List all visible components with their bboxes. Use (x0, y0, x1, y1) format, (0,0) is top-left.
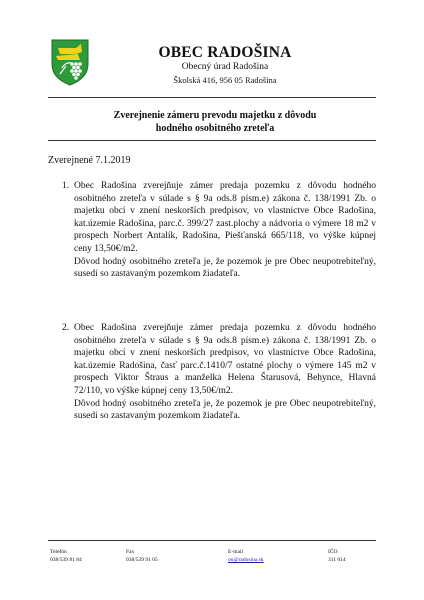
document-subject (60, 109, 370, 135)
item-text: Obec Radošina zverejňuje zámer predaja pozemku z dôvodu hodného osobitného zreteľa v súlade s § 9a ods.8 písm.e) zákona č. 138/1991 Zb. o majetku obcí v znení neskorších predpisov, vo vlastníctve Obce Radošina, kat.územie Radošina, parc.č. 399/27 zast.plochy a nádvoria o výmere 18 m2 v prospech Norbert Antalík, Radošina, Piešťanská 665/118, vo výške kúpnej ceny 13,50€/m2. (74, 181, 376, 254)
footer-email (228, 548, 263, 564)
footer-ico-label: IČO (328, 549, 338, 555)
item-number: 1. (62, 181, 70, 191)
footer-ico-value: 311 014 (328, 557, 346, 563)
item-text: Obec Radošina zverejňuje zámer predaja pozemku z dôvodu hodného osobitného zreteľa v súlade s § 9a ods.8 písm.e) zákona č. 138/1991 Zb. o majetku obcí v znení neskorších predpisov, vo vlastníctve Obce Radošina, kat.územie Radošina, časť parc.č.1410/7 ostatné plochy o výmere 145 m2 v prospech Viktor Štraus a manželka Helena Štarusová, Behynce, Hlavná 72/110, vo výške kúpnej ceny 13,50€/m2. (74, 323, 376, 396)
footer-fax (126, 548, 158, 564)
footer-email-label: E-mail (228, 549, 243, 555)
footer-divider (48, 540, 376, 541)
footer-phone-label: Telefón (50, 549, 67, 555)
subject-line-2: hodného osobitného zreteľa (155, 123, 275, 134)
published-date: Zverejnené 7.1.2019 (48, 155, 131, 166)
subject-divider (48, 140, 376, 141)
footer-phone (50, 548, 82, 564)
org-name: OBEC RADOŠINA (158, 44, 292, 61)
header-divider (48, 97, 376, 98)
subject-line-1: Zverejnenie zámeru prevodu majetku z dôvodu (113, 110, 317, 121)
municipal-crest-icon (50, 38, 90, 86)
footer-phone-value: 038/539 81 84 (50, 557, 82, 563)
item-reason: Dôvod hodný osobitného zreteľa je, že pozemok je pre Obec neupotrebiteľný, susedí so zastavaným pozemkom žiadateľa. (74, 398, 376, 422)
item-reason: Dôvod hodný osobitného zreteľa je, že pozemok je pre Obec neupotrebiteľný, susedí so zastavaným pozemkom žiadateľa. (74, 256, 376, 280)
footer-ico (328, 548, 346, 564)
list-item (60, 180, 376, 281)
footer-fax-label: Fax (126, 549, 135, 555)
org-subtitle: Obecný úrad Radošina (181, 62, 269, 72)
org-address: Školská 416, 956 05 Radošina (173, 75, 277, 85)
footer-email-link[interactable]: ou@radosina.sk (228, 557, 264, 563)
item-number: 2. (62, 323, 70, 333)
list-item (60, 322, 376, 423)
footer-fax-value: 038/539 91 05 (126, 557, 158, 563)
